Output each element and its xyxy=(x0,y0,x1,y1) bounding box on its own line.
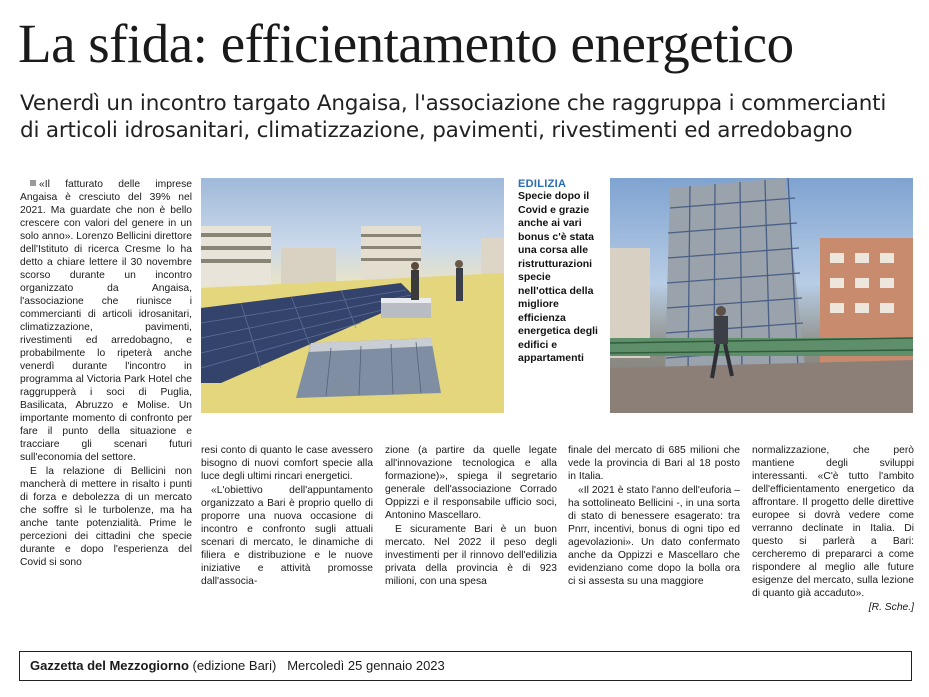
photo-caption xyxy=(518,178,602,366)
source-footer xyxy=(19,651,912,681)
rooftop-solar-photo xyxy=(201,178,504,413)
building-scaffolding-photo xyxy=(610,178,913,413)
subhead-line-1: Venerdì un incontro targato Angaisa, l'associazione che raggruppa i commercianti xyxy=(20,91,887,116)
rooftop-solar-illustration xyxy=(201,178,504,413)
paragraph: finale del mercato di 685 milioni che vede la provincia di Bari al 18 posto in Italia. xyxy=(568,445,740,482)
subhead-line-2: di articoli idrosanitari, climatizzazione, pavimenti, rivestimenti ed arredobagno xyxy=(20,118,853,143)
author-signature: [R. Sche.] xyxy=(868,602,914,613)
paragraph: E sicuramente Bari è un buon mercato. Nel 2022 il peso degli investimenti per il rinnovo dell'edilizia privata della provincia è di 923 milioni, con una spesa xyxy=(385,524,557,587)
paragraph: «Il fatturato delle imprese Angaisa è cresciuto del 39% nel 2021. Ma guardate che non è bello crescere con valori del genere in un solo anno». Lorenzo Bellicini direttore dell'Istituto di ricerca Cresme lo ha detto a chiare lettere il 30 novembre scorso durante un incontro organizzato da Angaisa, l'associazione che riunisce i commercianti di articoli idrosanitari, climatizzazione, pavimenti, rivestimenti ed arredobagno, e probabilmente lo ripeterà anche venerdì durante l'incontro in programma al Victoria Park Hotel che raggrupperà i soci di Puglia, Basilicata, Abruzzo e Molise. Un importante momento di confronto per fare il punto della situazione e tracciare gli scenari futuri sull'economia del settore. xyxy=(20,179,192,463)
edition-label: (edizione Bari) xyxy=(192,658,277,673)
newspaper-name: Gazzetta del Mezzogiorno xyxy=(30,658,189,673)
caption-section-tag: EDILIZIA xyxy=(518,178,567,190)
article-column-4 xyxy=(568,444,740,588)
article-column-2 xyxy=(201,444,373,588)
building-scaffolding-illustration xyxy=(610,178,913,413)
article-subheadline xyxy=(20,90,920,144)
caption-text: Specie dopo il Covid e grazie anche ai vari bonus c'è stata una corsa alle ristrutturazioni specie nell'ottica della migliore efficienza energetica degli edifici e appartamenti xyxy=(518,190,598,364)
publication-date: Mercoledì 25 gennaio 2023 xyxy=(287,658,445,673)
paragraph: E la relazione di Bellicini non mancherà di mettere in risalto i punti di forza e debolezza di un mercato che soffre sì le turbolenze, ma ha anche tante potenzialità. Prime le percezioni dei cittadini che specie durante e dopo l'esperienza del Covid si sono xyxy=(20,466,192,568)
paragraph: «L'obiettivo dell'appuntamento organizzato a Bari è proprio quello di proporre una nuova occasione di incontro e confronto sugli attuali scenari di mercato, le dinamiche di filiera e distribuzione e le nuove iniziative e attività promosse dall'associa- xyxy=(201,485,373,587)
bullet-square-icon xyxy=(30,180,36,186)
paragraph: zione (a partire da quelle legate all'innovazione tecnologica e alla formazione)», spiega il segretario generale dell'associazione Corrado Oppizzi e il responsabile ufficio soci, Antonino Mascellaro. xyxy=(385,445,557,521)
paragraph: «Il 2021 è stato l'anno dell'euforia – ha sottolineato Bellicini -, in una sorta di stato di benessere esagerato: tra Pnrr, incentivi, bonus di ogni tipo ed agevolazioni». Un dato confermato anche da Oppizzi e Mascellaro che evidenziano come dopo la bolla ora ci si assesta su una maggiore xyxy=(568,485,740,587)
article-headline: La sfida: efficientamento energetico xyxy=(18,13,794,74)
article-column-5 xyxy=(752,444,914,614)
article-column-1 xyxy=(20,178,192,569)
paragraph: normalizzazione, che però mantiene degli sviluppi interessanti. «C'è tutto l'ambito dell'efficientamento energetico da affrontare. Il progetto delle direttive europee si dovrà vedere come verranno declinate in Italia. Di questo si parlerà a Bari: cercheremo di prepararci a come rispondere al meglio alle future esigenze del mercato, sulla lezione di quanto già accaduto». xyxy=(752,445,914,599)
paragraph: resi conto di quanto le case avessero bisogno di nuovi comfort specie alla luce degli ultimi rincari energetici. xyxy=(201,445,373,482)
article-column-3 xyxy=(385,444,557,588)
